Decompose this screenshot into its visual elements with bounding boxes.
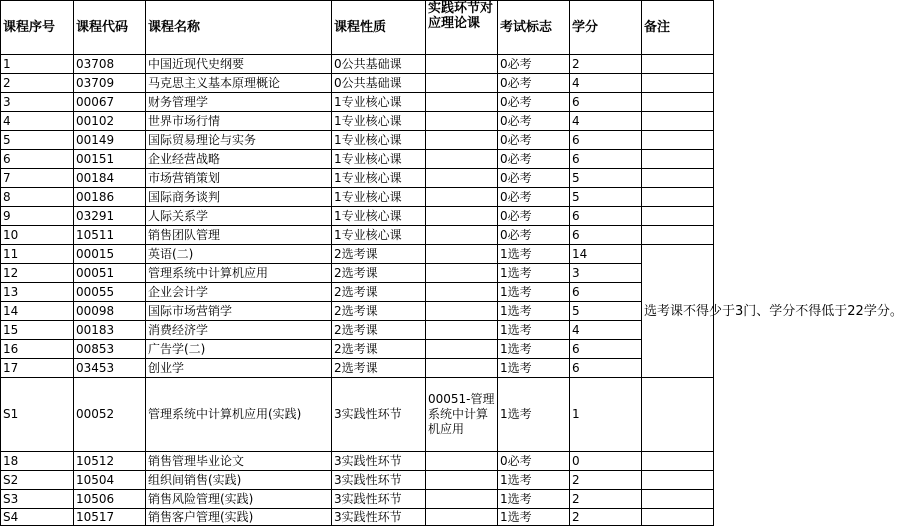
cell-seq: 14 <box>1 302 74 321</box>
cell-code: 00102 <box>74 112 146 131</box>
cell-credit: 1 <box>570 378 642 452</box>
cell-credit: 6 <box>570 150 642 169</box>
cell-theory <box>426 302 498 321</box>
table-row <box>1 321 714 340</box>
cell-seq: S3 <box>1 490 74 509</box>
cell-seq: 15 <box>1 321 74 340</box>
table-row <box>1 169 714 188</box>
header-type: 课程性质 <box>332 1 426 55</box>
elective-note: 选考课不得少于3门、学分不得低于22学分。 <box>642 245 714 378</box>
cell-code: 00067 <box>74 93 146 112</box>
cell-type: 2选考课 <box>332 359 426 378</box>
cell-seq: S2 <box>1 471 74 490</box>
cell-code: 10504 <box>74 471 146 490</box>
cell-theory <box>426 112 498 131</box>
cell-code: 10517 <box>74 509 146 526</box>
cell-theory <box>426 264 498 283</box>
cell-theory <box>426 283 498 302</box>
header-credit: 学分 <box>570 1 642 55</box>
cell-credit: 2 <box>570 55 642 74</box>
header-seq: 课程序号 <box>1 1 74 55</box>
cell-theory <box>426 169 498 188</box>
cell-code: 00853 <box>74 340 146 359</box>
cell-theory <box>426 340 498 359</box>
cell-note <box>642 509 714 526</box>
cell-theory <box>426 452 498 471</box>
cell-name: 国际商务谈判 <box>146 188 332 207</box>
table-row <box>1 188 714 207</box>
cell-name: 企业经营战略 <box>146 150 332 169</box>
cell-note <box>642 131 714 150</box>
table-row <box>1 302 714 321</box>
cell-code: 00055 <box>74 283 146 302</box>
cell-seq: 13 <box>1 283 74 302</box>
cell-name: 财务管理学 <box>146 93 332 112</box>
table-row <box>1 74 714 93</box>
table-row <box>1 226 714 245</box>
cell-exam: 1选考 <box>498 490 570 509</box>
table-row <box>1 378 714 452</box>
cell-code: 10511 <box>74 226 146 245</box>
cell-name: 市场营销策划 <box>146 169 332 188</box>
cell-credit: 2 <box>570 490 642 509</box>
table-row <box>1 471 714 490</box>
cell-credit: 3 <box>570 264 642 283</box>
table-row <box>1 359 714 378</box>
table-row <box>1 131 714 150</box>
cell-theory <box>426 74 498 93</box>
cell-type: 2选考课 <box>332 264 426 283</box>
cell-type: 3实践性环节 <box>332 509 426 526</box>
cell-note <box>642 169 714 188</box>
cell-code: 00151 <box>74 150 146 169</box>
cell-code: 00052 <box>74 378 146 452</box>
cell-name: 管理系统中计算机应用 <box>146 264 332 283</box>
cell-exam: 1选考 <box>498 264 570 283</box>
table-row <box>1 264 714 283</box>
cell-seq: 6 <box>1 150 74 169</box>
cell-note <box>642 226 714 245</box>
cell-seq: 8 <box>1 188 74 207</box>
cell-name: 企业会计学 <box>146 283 332 302</box>
cell-name: 中国近现代史纲要 <box>146 55 332 74</box>
table-row <box>1 207 714 226</box>
cell-type: 1专业核心课 <box>332 93 426 112</box>
cell-credit: 6 <box>570 340 642 359</box>
cell-note <box>642 112 714 131</box>
cell-theory <box>426 188 498 207</box>
cell-type: 1专业核心课 <box>332 150 426 169</box>
cell-code: 10512 <box>74 452 146 471</box>
cell-exam: 0必考 <box>498 207 570 226</box>
header-name: 课程名称 <box>146 1 332 55</box>
cell-credit: 2 <box>570 471 642 490</box>
cell-seq: 2 <box>1 74 74 93</box>
cell-note <box>642 188 714 207</box>
cell-name: 销售管理毕业论文 <box>146 452 332 471</box>
table-row <box>1 509 714 526</box>
cell-credit: 6 <box>570 207 642 226</box>
cell-code: 10506 <box>74 490 146 509</box>
cell-type: 1专业核心课 <box>332 226 426 245</box>
cell-exam: 0必考 <box>498 93 570 112</box>
cell-seq: 12 <box>1 264 74 283</box>
cell-credit: 6 <box>570 359 642 378</box>
cell-note <box>642 378 714 452</box>
cell-type: 2选考课 <box>332 340 426 359</box>
table-row <box>1 340 714 359</box>
cell-exam: 0必考 <box>498 131 570 150</box>
table-row <box>1 150 714 169</box>
cell-type: 1专业核心课 <box>332 169 426 188</box>
cell-theory <box>426 245 498 264</box>
cell-name: 创业学 <box>146 359 332 378</box>
cell-theory <box>426 471 498 490</box>
cell-code: 00184 <box>74 169 146 188</box>
cell-theory: 00051-管理系统中计算机应用 <box>426 378 498 452</box>
cell-theory <box>426 207 498 226</box>
cell-theory <box>426 490 498 509</box>
cell-name: 马克思主义基本原理概论 <box>146 74 332 93</box>
table-row <box>1 245 714 264</box>
header-code: 课程代码 <box>74 1 146 55</box>
header-row <box>1 1 714 55</box>
cell-type: 3实践性环节 <box>332 490 426 509</box>
cell-type: 3实践性环节 <box>332 378 426 452</box>
cell-theory <box>426 93 498 112</box>
cell-exam: 1选考 <box>498 302 570 321</box>
table-row <box>1 55 714 74</box>
cell-exam: 1选考 <box>498 359 570 378</box>
cell-credit: 5 <box>570 302 642 321</box>
cell-name: 销售客户管理(实践) <box>146 509 332 526</box>
header-exam: 考试标志 <box>498 1 570 55</box>
cell-exam: 1选考 <box>498 245 570 264</box>
cell-name: 人际关系学 <box>146 207 332 226</box>
cell-type: 2选考课 <box>332 302 426 321</box>
cell-exam: 1选考 <box>498 471 570 490</box>
cell-credit: 14 <box>570 245 642 264</box>
cell-name: 组织间销售(实践) <box>146 471 332 490</box>
cell-exam: 0必考 <box>498 452 570 471</box>
cell-type: 2选考课 <box>332 283 426 302</box>
cell-note <box>642 74 714 93</box>
cell-theory <box>426 226 498 245</box>
cell-note <box>642 55 714 74</box>
table-row <box>1 93 714 112</box>
cell-exam: 0必考 <box>498 55 570 74</box>
cell-credit: 6 <box>570 131 642 150</box>
cell-theory <box>426 359 498 378</box>
cell-theory <box>426 509 498 526</box>
cell-name: 世界市场行情 <box>146 112 332 131</box>
cell-exam: 0必考 <box>498 226 570 245</box>
cell-credit: 4 <box>570 74 642 93</box>
cell-credit: 4 <box>570 321 642 340</box>
cell-note <box>642 452 714 471</box>
cell-code: 03291 <box>74 207 146 226</box>
cell-exam: 0必考 <box>498 169 570 188</box>
cell-seq: 5 <box>1 131 74 150</box>
cell-type: 1专业核心课 <box>332 207 426 226</box>
cell-seq: 18 <box>1 452 74 471</box>
cell-credit: 5 <box>570 188 642 207</box>
cell-code: 00015 <box>74 245 146 264</box>
cell-seq: 3 <box>1 93 74 112</box>
cell-credit: 6 <box>570 93 642 112</box>
cell-exam: 0必考 <box>498 112 570 131</box>
cell-exam: 0必考 <box>498 188 570 207</box>
cell-type: 1专业核心课 <box>332 131 426 150</box>
cell-exam: 1选考 <box>498 283 570 302</box>
cell-note <box>642 490 714 509</box>
cell-seq: 17 <box>1 359 74 378</box>
cell-credit: 0 <box>570 452 642 471</box>
cell-note <box>642 93 714 112</box>
cell-theory <box>426 55 498 74</box>
table-row <box>1 452 714 471</box>
header-note: 备注 <box>642 1 714 55</box>
cell-theory <box>426 150 498 169</box>
cell-code: 00186 <box>74 188 146 207</box>
cell-code: 00098 <box>74 302 146 321</box>
cell-seq: 1 <box>1 55 74 74</box>
cell-code: 00149 <box>74 131 146 150</box>
cell-type: 0公共基础课 <box>332 55 426 74</box>
cell-credit: 6 <box>570 226 642 245</box>
cell-type: 0公共基础课 <box>332 74 426 93</box>
cell-name: 广告学(二) <box>146 340 332 359</box>
cell-type: 3实践性环节 <box>332 452 426 471</box>
cell-exam: 0必考 <box>498 150 570 169</box>
table-row <box>1 112 714 131</box>
cell-seq: 11 <box>1 245 74 264</box>
cell-code: 03709 <box>74 74 146 93</box>
cell-seq: 10 <box>1 226 74 245</box>
cell-exam: 1选考 <box>498 509 570 526</box>
cell-name: 销售风险管理(实践) <box>146 490 332 509</box>
cell-credit: 2 <box>570 509 642 526</box>
cell-name: 销售团队管理 <box>146 226 332 245</box>
cell-seq: 7 <box>1 169 74 188</box>
cell-exam: 0必考 <box>498 74 570 93</box>
cell-type: 2选考课 <box>332 245 426 264</box>
cell-seq: 9 <box>1 207 74 226</box>
cell-exam: 1选考 <box>498 321 570 340</box>
table-row <box>1 283 714 302</box>
cell-note <box>642 150 714 169</box>
cell-code: 00183 <box>74 321 146 340</box>
cell-theory <box>426 131 498 150</box>
cell-note <box>642 207 714 226</box>
cell-type: 2选考课 <box>332 321 426 340</box>
cell-credit: 5 <box>570 169 642 188</box>
cell-name: 管理系统中计算机应用(实践) <box>146 378 332 452</box>
cell-type: 1专业核心课 <box>332 188 426 207</box>
cell-seq: 4 <box>1 112 74 131</box>
cell-type: 1专业核心课 <box>332 112 426 131</box>
cell-name: 国际市场营销学 <box>146 302 332 321</box>
cell-code: 03453 <box>74 359 146 378</box>
cell-name: 英语(二) <box>146 245 332 264</box>
header-theory: 实践环节对应理论课 <box>426 1 498 55</box>
cell-code: 00051 <box>74 264 146 283</box>
cell-seq: S4 <box>1 509 74 526</box>
cell-exam: 1选考 <box>498 378 570 452</box>
cell-code: 03708 <box>74 55 146 74</box>
cell-seq: S1 <box>1 378 74 452</box>
cell-name: 消费经济学 <box>146 321 332 340</box>
cell-credit: 6 <box>570 283 642 302</box>
cell-theory <box>426 321 498 340</box>
cell-name: 国际贸易理论与实务 <box>146 131 332 150</box>
cell-exam: 1选考 <box>498 340 570 359</box>
cell-credit: 4 <box>570 112 642 131</box>
table-row <box>1 490 714 509</box>
cell-seq: 16 <box>1 340 74 359</box>
cell-note <box>642 471 714 490</box>
cell-type: 3实践性环节 <box>332 471 426 490</box>
